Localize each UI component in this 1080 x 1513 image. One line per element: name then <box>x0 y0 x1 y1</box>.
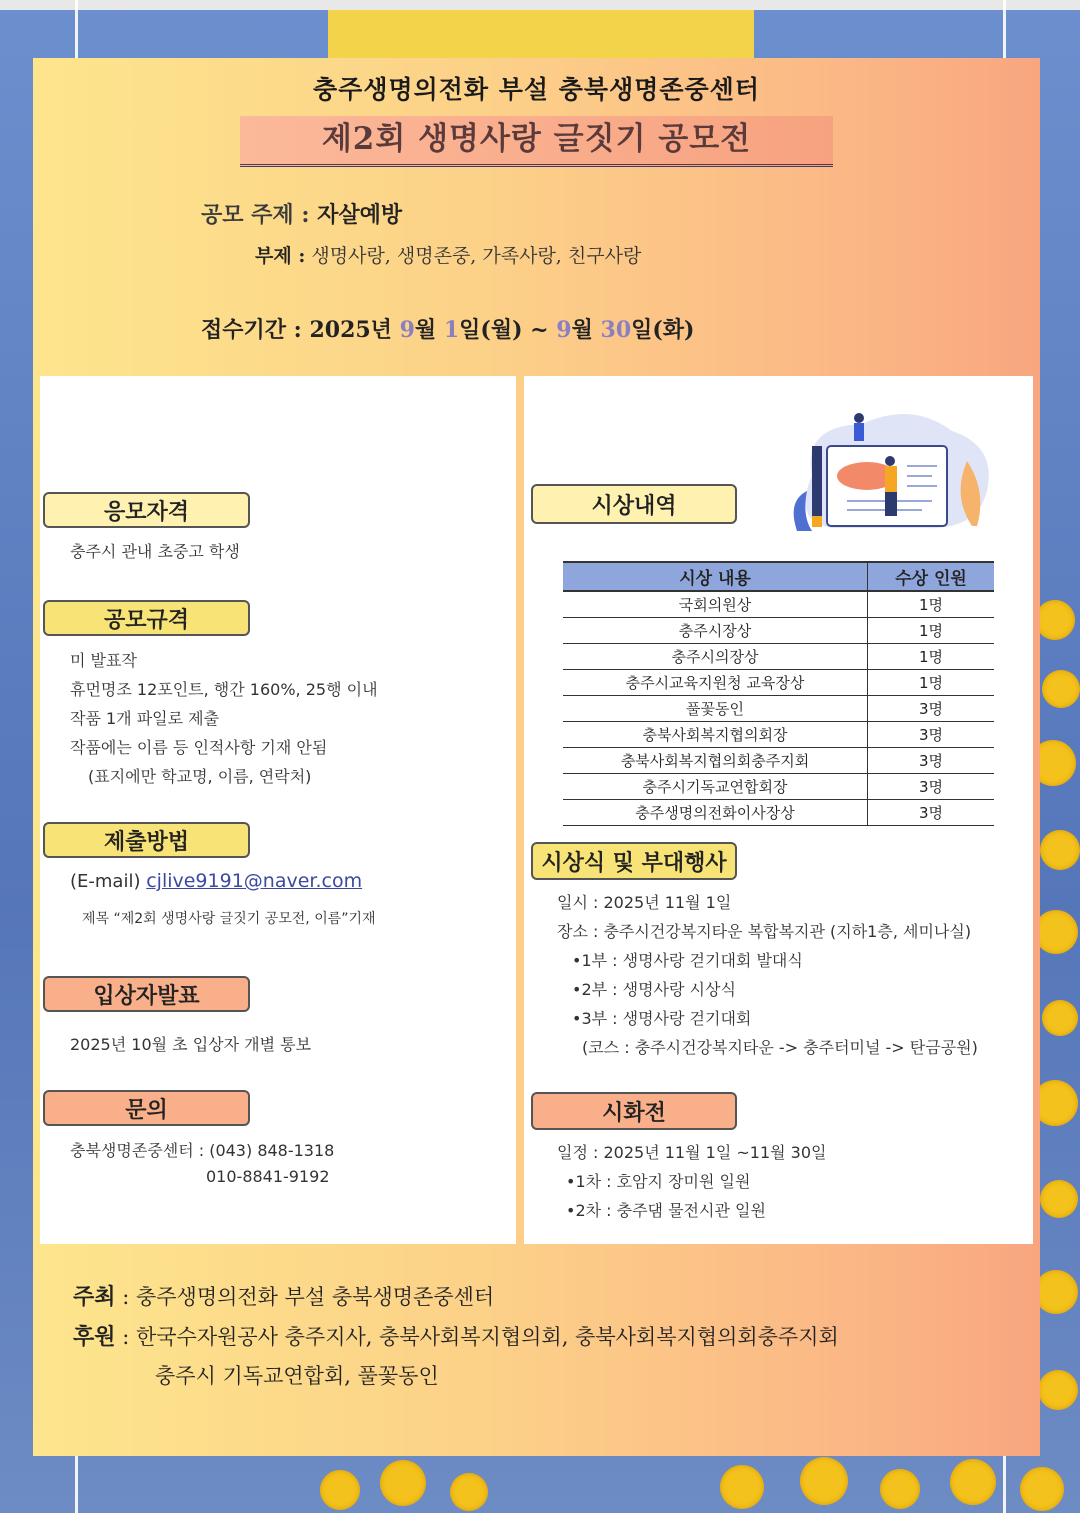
ceremony-part: •3부 : 생명사랑 걷기대회 <box>572 1009 752 1028</box>
footer-sponsor-2: 충주시 기독교연합회, 풀꽃동인 <box>155 1364 439 1388</box>
ceremony-place: 장소 : 충주시건강복지타운 복합복지관 (지하1층, 세미나실) <box>557 922 972 941</box>
table-row <box>563 774 994 800</box>
sponsor-value-1: 한국수자원공사 충주지사, 충북사회복지협의회, 충북사회복지협의회충주지회 <box>135 1325 839 1349</box>
exhibit-heading: 시화전 <box>531 1092 737 1130</box>
table-row <box>563 670 994 696</box>
rules-line: 휴먼명조 12포인트, 행간 160%, 25행 이내 <box>70 680 378 699</box>
yellow-tab <box>328 10 754 60</box>
top-strip <box>0 0 1080 10</box>
period-text-4: 일(화) <box>631 317 695 343</box>
ceremony-heading: 시상식 및 부대행사 <box>531 842 737 880</box>
period-end-day: 30 <box>600 317 632 343</box>
period-end-month: 9 <box>556 317 572 343</box>
flower-decoration-bottom <box>300 1455 1080 1513</box>
writing-illustration <box>772 406 1002 536</box>
awards-header-row <box>563 562 994 591</box>
rules-line: 작품에는 이름 등 인적사항 기재 안됨 <box>70 738 328 757</box>
ceremony-date: 일시 : 2025년 11월 1일 <box>557 893 732 912</box>
award-name: 충주시기독교연합회장 <box>563 774 868 800</box>
award-count: 1명 <box>868 670 995 696</box>
organizer-line: 충주생명의전화 부설 충북생명존중센터 <box>313 75 760 104</box>
ceremony-part: •2부 : 생명사랑 시상식 <box>572 980 736 999</box>
exhibit-schedule: 일정 : 2025년 11월 1일 ~11월 30일 <box>557 1143 827 1162</box>
period-line <box>201 313 694 344</box>
award-name: 충주시교육지원청 교육장상 <box>563 670 868 696</box>
host-value: 충주생명의전화 부설 충북생명존중센터 <box>135 1285 495 1309</box>
subtheme-line <box>255 241 641 268</box>
awards-table <box>563 561 994 826</box>
table-row <box>563 800 994 826</box>
email-link[interactable]: cjlive9191@naver.com <box>146 870 363 892</box>
table-row <box>563 618 994 644</box>
submission-email-line <box>70 870 362 892</box>
ceremony-course: (코스 : 충주시건강복지타운 -> 충주터미널 -> 탄금공원) <box>582 1038 978 1057</box>
period-text-2: 일(월) ~ <box>459 317 549 343</box>
table-row <box>563 748 994 774</box>
period-start-day: 1 <box>443 317 460 343</box>
award-count: 1명 <box>868 618 995 644</box>
awards-col-header: 수상 인원 <box>868 562 995 591</box>
table-row <box>563 696 994 722</box>
rules-line: 작품 1개 파일로 제출 <box>70 709 220 728</box>
rules-line: 미 발표작 <box>70 651 137 670</box>
submission-heading: 제출방법 <box>43 822 250 858</box>
inquiry-line-2: 010-8841-9192 <box>206 1167 330 1186</box>
rules-line: (표지에만 학교명, 이름, 연락처) <box>88 767 312 786</box>
theme-line <box>201 198 402 229</box>
announcement-heading: 입상자발표 <box>43 976 250 1012</box>
period-start-month: 9 <box>399 317 415 343</box>
award-count: 3명 <box>868 748 995 774</box>
period-label: 접수기간 : 2025년 <box>201 317 392 343</box>
sponsor-label: 후원 <box>73 1324 116 1350</box>
awards-heading: 시상내역 <box>531 484 737 524</box>
award-name: 국회의원상 <box>563 591 868 618</box>
footer-sponsor: 후원 : 한국수자원공사 충주지사, 충북사회복지협의회, 충북사회복지협의회충주지회 <box>73 1324 839 1350</box>
poster <box>33 58 1040 1456</box>
announcement-text: 2025년 10월 초 입상자 개별 통보 <box>70 1035 312 1054</box>
eligibility-text: 충주시 관내 초중고 학생 <box>70 542 240 561</box>
host-label: 주최 <box>73 1284 116 1310</box>
period-text-3: 월 <box>571 317 593 343</box>
table-row <box>563 644 994 670</box>
award-count: 3명 <box>868 722 995 748</box>
award-name: 충북사회복지협의회충주지회 <box>563 748 868 774</box>
awards-col-header: 시상 내용 <box>563 562 868 591</box>
period-text-1: 월 <box>414 317 437 343</box>
exhibit-round: •1차 : 호암지 장미원 일원 <box>566 1172 751 1191</box>
award-name: 충주시장상 <box>563 618 868 644</box>
award-count: 3명 <box>868 696 995 722</box>
award-name: 충주시의장상 <box>563 644 868 670</box>
exhibit-round: •2차 : 충주댐 물전시관 일원 <box>566 1201 766 1220</box>
subtheme-label: 부제 : <box>255 245 306 267</box>
subtheme-value: 생명사랑, 생명존중, 가족사랑, 친구사랑 <box>311 245 642 267</box>
rules-heading: 공모규격 <box>43 600 250 636</box>
theme-label: 공모 주제 : <box>201 202 310 228</box>
table-row <box>563 722 994 748</box>
award-name: 충북사회복지협의회장 <box>563 722 868 748</box>
table-row <box>563 591 994 618</box>
page-title: 제2회 생명사랑 글짓기 공모전 <box>240 116 833 167</box>
eligibility-heading: 응모자격 <box>43 492 250 528</box>
award-count: 3명 <box>868 774 995 800</box>
award-count: 3명 <box>868 800 995 826</box>
submission-note: 제목 “제2회 생명사랑 글짓기 공모전, 이름”기재 <box>82 911 376 927</box>
award-name: 풀꽃동인 <box>563 696 868 722</box>
right-panel <box>524 376 1033 1244</box>
inquiry-heading: 문의 <box>43 1090 250 1126</box>
award-name: 충주생명의전화이사장상 <box>563 800 868 826</box>
footer-host: 주최 : 충주생명의전화 부설 충북생명존중센터 <box>73 1284 495 1310</box>
left-panel <box>40 376 516 1244</box>
email-label: (E-mail) <box>70 871 141 892</box>
inquiry-line-1: 충북생명존중센터 : (043) 848-1318 <box>70 1141 335 1160</box>
award-count: 1명 <box>868 591 995 618</box>
award-count: 1명 <box>868 644 995 670</box>
ceremony-part: •1부 : 생명사랑 걷기대회 발대식 <box>572 951 803 970</box>
theme-value: 자살예방 <box>317 202 403 228</box>
